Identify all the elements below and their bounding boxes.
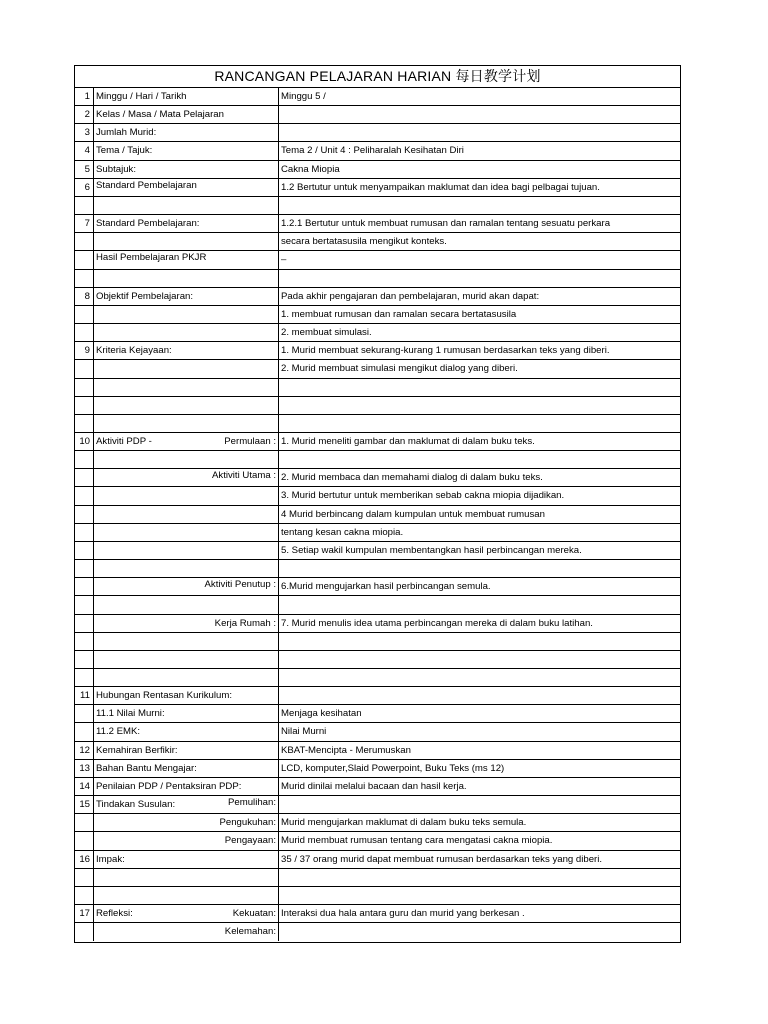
row-number: 15 [75,796,94,813]
field-value[interactable] [279,923,680,941]
field-value[interactable] [279,397,680,414]
field-value[interactable]: secara bertatasusila mengikut konteks. [281,236,447,248]
field-value[interactable] [279,887,680,904]
field-value[interactable]: Murid membuat rumusan tentang cara mengatasi cakna miopia. [281,835,553,847]
field-label: Tindakan Susulan: [96,799,176,811]
table-row [75,324,680,342]
row-number: 8 [75,288,94,305]
field-label-cell [94,270,279,287]
field-value[interactable] [279,651,680,668]
field-value[interactable]: 3. Murid bertutur untuk memberikan sebab cakna miopia dijadikan. [281,490,565,502]
sub-label: Kelemahan: [224,926,276,938]
field-value[interactable] [279,560,680,577]
field-value[interactable]: 6.Murid mengujarkan hasil perbincangan semula. [281,581,491,593]
field-value[interactable]: Interaksi dua hala antara guru dan murid yang berkesan . [281,908,525,920]
field-label-cell [94,542,279,559]
row-number: 11 [75,687,94,704]
lesson-plan-sheet [74,65,681,943]
field-value[interactable]: 1. membuat rumusan dan ramalan secara bertatasusila [281,308,517,320]
sub-label: Pengukuhan: [219,817,276,829]
row-number [75,524,94,541]
field-label-cell [94,215,279,232]
field-label-cell [94,433,279,450]
row-number [75,451,94,468]
row-number [75,360,94,377]
field-label-cell [94,832,279,849]
sub-label: Aktiviti Penutup : [204,579,276,591]
table-row [75,524,680,542]
table-row [75,451,680,469]
field-label-cell [94,923,279,941]
field-label-cell [94,887,279,904]
table-row [75,633,680,651]
table-row [75,760,680,778]
table-row [75,542,680,560]
table-row [75,851,680,869]
field-label-cell [94,796,279,813]
field-label-cell [94,251,279,268]
table-row [75,814,680,832]
row-number [75,415,94,432]
field-label: Hasil Pembelajaran PKJR [96,252,207,264]
row-number [75,397,94,414]
field-value[interactable]: – [281,254,287,266]
field-label: Refleksi: [96,908,133,920]
row-number: 4 [75,142,94,159]
field-label: Aktiviti PDP - [96,435,152,447]
field-label-cell [94,596,279,613]
row-number [75,723,94,740]
row-number [75,615,94,632]
row-number [75,832,94,849]
field-value[interactable]: 1.2 Bertutur untuk menyampaikan maklumat dan idea bagi pelbagai tujuan. [281,181,600,193]
field-value[interactable]: 35 / 37 orang murid dapat membuat rumusan berdasarkan teks yang diberi. [281,853,603,865]
row-number [75,487,94,504]
field-value[interactable] [279,197,680,214]
table-row [75,669,680,687]
table-row [75,306,680,324]
table-row [75,379,680,397]
field-label-cell [94,397,279,414]
field-value[interactable] [279,669,680,686]
field-label: 11.2 EMK: [96,726,141,738]
row-number: 7 [75,215,94,232]
table-row [75,215,680,233]
field-value[interactable]: 1.2.1 Bertutur untuk membuat rumusan dan ramalan tentang sesuatu perkara [281,218,611,230]
table-row [75,142,680,160]
row-number [75,251,94,268]
row-number [75,651,94,668]
field-value[interactable] [279,687,680,704]
field-label: Impak: [96,853,125,865]
field-value[interactable]: Cakna Miopia [281,163,340,175]
field-value[interactable] [279,379,680,396]
field-value[interactable]: LCD, komputer,Slaid Powerpoint, Buku Teks (ms 12) [281,762,505,774]
table-row [75,506,680,524]
field-label-cell [94,615,279,632]
field-label: Objektif Pembelajaran: [96,290,194,302]
row-number: 14 [75,778,94,795]
field-label-cell [94,705,279,722]
row-number: 1 [75,88,94,105]
field-label-cell [94,142,279,159]
table-row [75,832,680,850]
field-label: Minggu / Hari / Tarikh [96,91,187,102]
field-value[interactable]: 2. Murid membuat simulasi mengikut dialog yang diberi. [281,363,518,375]
table-row [75,161,680,179]
row-number [75,469,94,486]
field-value[interactable] [279,869,680,886]
row-number [75,578,94,595]
field-label-cell [94,124,279,141]
field-value[interactable]: Murid mengujarkan maklumat di dalam buku teks semula. [281,817,527,829]
row-number [75,506,94,523]
sub-label: Pengayaan: [224,835,276,847]
table-row [75,360,680,378]
field-value[interactable]: Minggu 5 / [281,91,326,102]
field-label: Jumlah Murid: [96,127,157,139]
row-number [75,869,94,886]
table-row [75,106,680,124]
field-value[interactable]: 7. Murid menulis idea utama perbincangan mereka di dalam buku latihan. [281,617,593,629]
field-value[interactable]: 1. Murid meneliti gambar dan maklumat di dalam buku teks. [281,435,535,447]
table-row [75,778,680,796]
table-row [75,288,680,306]
field-value[interactable] [279,796,680,813]
field-label-cell [94,487,279,504]
field-label-cell [94,723,279,740]
table-row [75,796,680,814]
row-number: 16 [75,851,94,868]
row-number: 10 [75,433,94,450]
field-label-cell [94,669,279,686]
sub-label: Permulaan : [224,435,276,447]
row-number: 13 [75,760,94,777]
field-label-cell [94,360,279,377]
field-label-cell [94,506,279,523]
field-label-cell [94,760,279,777]
field-value[interactable] [279,124,680,141]
field-value[interactable]: 5. Setiap wakil kumpulan membentangkan hasil perbincangan mereka. [281,544,582,556]
table-row [75,923,680,941]
table-row [75,270,680,288]
field-label: Standard Pembelajaran: [96,218,200,230]
row-number: 17 [75,905,94,922]
field-value[interactable] [279,106,680,123]
field-value[interactable]: tentang kesan cakna miopia. [281,526,404,538]
row-number [75,887,94,904]
field-label-cell [94,814,279,831]
field-value[interactable] [279,451,680,468]
row-number: 12 [75,742,94,759]
table-row [75,179,680,197]
field-label: Subtajuk: [96,163,137,175]
row-number [75,542,94,559]
table-row [75,905,680,923]
field-value[interactable]: Nilai Murni [281,726,327,738]
field-label-cell [94,469,279,486]
table-row [75,705,680,723]
field-label-cell [94,687,279,704]
row-number [75,306,94,323]
field-value[interactable]: 2. membuat simulasi. [281,327,372,339]
row-number [75,560,94,577]
page-title: RANCANGAN PELAJARAN HARIAN 每日教学计划 [75,66,680,88]
field-label: Kelas / Masa / Mata Pelajaran [96,109,224,121]
table-row [75,397,680,415]
table-row [75,124,680,142]
field-label-cell [94,451,279,468]
row-number: 9 [75,342,94,359]
table-row [75,651,680,669]
row-number [75,596,94,613]
field-value[interactable]: KBAT-Mencipta - Merumuskan [281,744,411,756]
row-number [75,379,94,396]
field-label-cell [94,578,279,595]
field-label-cell [94,651,279,668]
row-number: 5 [75,161,94,178]
row-number [75,324,94,341]
field-label-cell [94,905,279,922]
field-value[interactable]: Pada akhir pengajaran dan pembelajaran, murid akan dapat: [281,290,540,302]
row-number [75,197,94,214]
field-label: Tema / Tajuk: [96,145,153,157]
field-label-cell [94,851,279,868]
field-value[interactable] [279,596,680,613]
table-row [75,251,680,269]
row-number [75,233,94,250]
field-label-cell [94,560,279,577]
field-label-cell [94,342,279,359]
table-row [75,723,680,741]
field-value[interactable]: Tema 2 / Unit 4 : Peliharalah Kesihatan Diri [281,145,464,157]
field-label-cell [94,88,279,105]
row-number [75,633,94,650]
table-row [75,887,680,905]
field-label-cell [94,742,279,759]
field-label: Bahan Bantu Mengajar: [96,762,197,774]
sub-label: Pemulihan: [228,797,276,809]
table-row [75,487,680,505]
field-label-cell [94,288,279,305]
sub-label: Aktiviti Utama : [212,470,276,482]
field-value[interactable] [279,633,680,650]
field-value[interactable]: Menjaga kesihatan [281,708,362,720]
field-label-cell [94,379,279,396]
sub-label: Kerja Rumah : [214,617,276,629]
field-value[interactable]: Murid dinilai melalui bacaan dan hasil kerja. [281,780,467,792]
field-label-cell [94,869,279,886]
lesson-plan-table [75,88,680,942]
row-number: 2 [75,106,94,123]
table-row [75,687,680,705]
table-row [75,88,680,106]
table-row [75,742,680,760]
field-value[interactable]: 2. Murid membaca dan memahami dialog di dalam buku teks. [281,472,543,484]
field-label: Hubungan Rentasan Kurikulum: [96,690,232,702]
field-label-cell [94,233,279,250]
field-label: Kemahiran Berfikir: [96,744,178,756]
field-value[interactable]: 4 Murid berbincang dalam kumpulan untuk membuat rumusan [281,508,545,520]
field-label-cell [94,161,279,178]
row-number: 3 [75,124,94,141]
field-label: Penilaian PDP / Pentaksiran PDP: [96,780,242,792]
field-label-cell [94,415,279,432]
sub-label: Kekuatan: [232,908,276,920]
field-label: Kriteria Kejayaan: [96,345,172,357]
table-row [75,415,680,433]
field-label-cell [94,324,279,341]
field-label-cell [94,524,279,541]
table-row [75,433,680,451]
table-row [75,869,680,887]
row-number [75,705,94,722]
field-label-cell [94,633,279,650]
table-row [75,342,680,360]
row-number [75,923,94,941]
table-row [75,197,680,215]
field-label-cell [94,106,279,123]
table-row [75,596,680,614]
field-label-cell [94,197,279,214]
row-number [75,270,94,287]
field-label-cell [94,306,279,323]
field-value[interactable] [279,415,680,432]
row-number [75,669,94,686]
field-label: Standard Pembelajaran [96,179,197,191]
table-row [75,233,680,251]
table-row [75,560,680,578]
field-value[interactable]: 1. Murid membuat sekurang-kurang 1 rumusan berdasarkan teks yang diberi. [281,345,610,357]
field-label: 11.1 Nilai Murni: [96,708,165,720]
row-number: 6 [75,179,94,196]
table-row [75,615,680,633]
field-label-cell [94,778,279,795]
field-value[interactable] [279,270,680,287]
table-row [75,578,680,596]
table-row [75,469,680,487]
row-number [75,814,94,831]
field-label-cell [94,179,279,196]
